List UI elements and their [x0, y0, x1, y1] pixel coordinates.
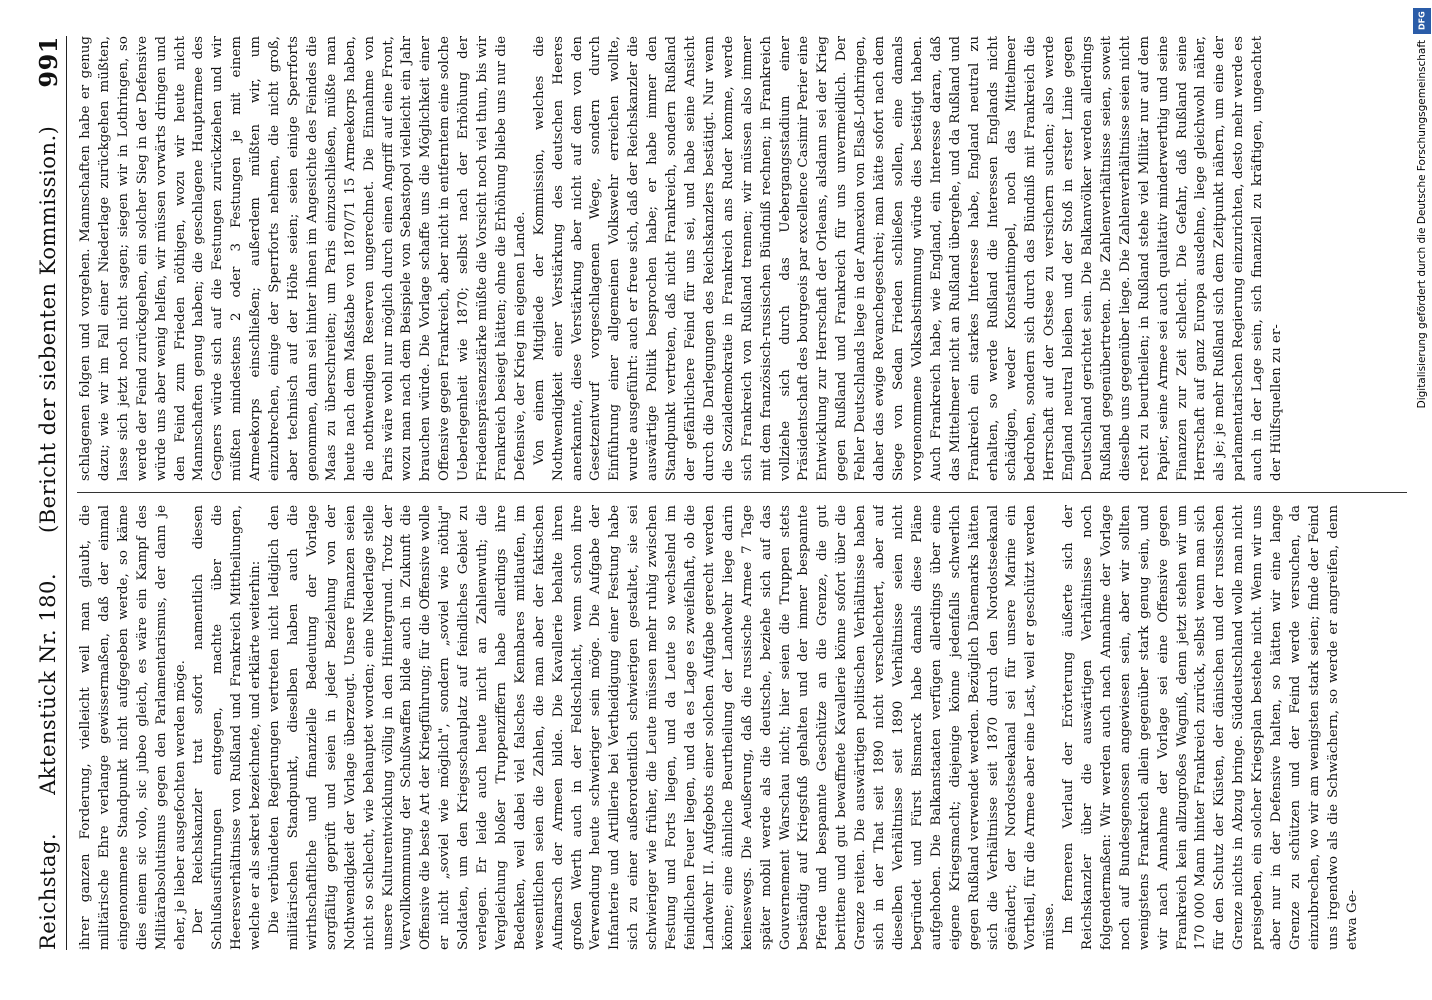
text-columns: [77, 36, 1407, 950]
page-header: [30, 36, 67, 950]
left-column: [77, 505, 1407, 950]
paragraph: Der Reichskanzler trat sofort namentlich diesen Schlußausführungen entgegen, machte über die Heeresverhältnisse von Rußland und Frankreich Mittheilungen, welche er als sekret bezeichnete, und erklärte weiterhin:: [191, 505, 264, 950]
report-title: (Bericht der siebenten Kommission.): [36, 125, 60, 533]
header-center: [36, 126, 60, 795]
header-left: Reichstag.: [36, 832, 60, 950]
paragraph: Im ferneren Verlauf der Erörterung äußerte sich der Reichskanzler über die auswärtigen Verhältnisse noch folgendermaßen: Wir werden auch nach Annahme der Vorlage noch auf Bundesgenossen angewiesen sein, aber wir sollten wenigstens Frankreich allein gegenüber stark genug sein, und wir nach Annahme der Vorlage sei eine Offensive gegen Frankreich kein allzugroßes Wagniß, denn jetzt stehen wir um 170 000 Mann hinter Frankreich zurück, selbst wenn man sich für den Schutz der Küsten, der dänischen und der russischen Grenze nichts in Abzug bringe. Süddeutschland wolle man nicht preisgeben, ein solcher Kriegsplan bestehe nicht. Wenn wir uns aber nur in der Defensive halten, so hätten wir eine lange Grenze zu schützen und der Feind werde versuchen, da einzubrechen, wo wir am wenigsten stark seien; finde der Feind uns irgendwo als die Schwächern, so werde er angreifen, denn etwa Ge-: [1061, 505, 1360, 950]
digitization-stamp: [1412, 0, 1432, 1000]
column-divider: [77, 492, 1407, 493]
paragraph: Von einem Mitgliede der Kommission, welches die Nothwendigkeit einer Verstärkung des deutschen Heeres anerkannte, diese Verstärkung aber nicht auf dem von den Gesetzentwurf vorgeschlagenen Wege, sondern durch Einführung einer allgemeinen Volkswehr erreichen wollte, wurde ausgeführt: auch er freue sich, daß der Reichskanzler die auswärtige Politik besprochen habe; er habe immer den Standpunkt vertreten, daß nicht Frankreich, sondern Rußland der gefährlichere Feind für uns sei, und habe seine Ansicht durch die Darlegungen des Reichskanzlers bestätigt. Nur wenn die Sozialdemokratie in Frankreich ans Ruder komme, werde sich Frankreich von Rußland trennen; wir müssen also immer mit dem französisch-russischen Bündniß rechnen; in Frankreich vollziehe sich durch das Uebergangsstadium einer Präsidentschaft des bourgeois par excellence Casimir Perier eine Entwicklung zur Herrschaft der Orleans, alsdann sei der Krieg gegen Rußland und Frankreich für uns unvermeidlich. Der Fehler Deutschlands liege in der Annexion von Elsaß-Lothringen, daher das ewige Revanchegeschrei; man hätte sofort nach dem Siege von Sedan Frieden schließen sollen, eine damals vorgenommene Volksabstimmung würde dies bestätigt haben. Auch Frankreich habe, wie England, ein Interesse daran, daß das Mittelmeer nicht an Rußland übergehe, und da Rußland und Frankreich ein starkes Interesse habe, England neutral zu erhalten, so werde Rußland die Interessen Englands nicht schädigen, weder Konstantinopel, noch das Mittelmeer bedrohen, sondern sich durch das Bündniß mit Frankreich die Herrschaft auf der Ostsee zu versichern suchen; also werde England neutral bleiben und der Stoß in erster Linie gegen Deutschland gerichtet sein. Die Balkanvölker werden allerdings Rußland gegenübertreten. Die Zahlenverhältnisse seien, soweit dieselbe uns gegenüber liege. Die Zahlenverhältnisse seien nicht recht zu beurtheilen; in Rußland stehe viel Militär nur auf dem Papier, seine Armee sei auch qualitativ minderwerthig und seine Finanzen zur Zeit schlecht. Die Gefahr, daß Rußland seine Herrschaft auf ganz Europa ausdehne, liege gleichwohl näher, als je; je mehr Rußland sich dem Zeitpunkt nähern, um eine der parlamentarischen Regierung einzurichten, desto mehr werde es auch in der Lage sein, sich finanziell zu kräftigen, ungeachtet der Hülfsquellen zu er-: [531, 36, 1285, 481]
paragraph: ihrer ganzen Forderung, vielleicht weil man glaubt, die militärische Ehre verlange gewissermaßen, daß der einmal eingenommene Standpunkt nicht aufgegeben werde, so käme dies einem sic volo, sic jubeo gleich, es wäre ein Kampf des Militärabsolutismus gegen den Parlamentarismus, der dann je eher, je lieber ausgefochten werden möge.: [78, 505, 188, 950]
paragraph: Die verbündeten Regierungen vertreten nicht lediglich den militärischen Standpunkt, dieselben haben auch die wirthschaftliche und finanzielle Bedeutung der Vorlage sorgfältig geprüft und seien in jeder Beziehung von der Nothwendigkeit der Vorlage überzeugt. Unsere Finanzen seien nicht so schlecht, wie behauptet worden; eine Niederlage stelle unsere Kulturentwicklung völlig in den Hintergrund. Trotz der Vervollkommnung der Schußwaffen bilde auch in Zukunft die Offensive die beste Art der Kriegführung; für die Offensive wolle er nicht „soviel wie möglich", sondern „soviel wie nöthig" Soldaten, um den Kriegsschauplatz auf feindliches Gebiet zu verlegen. Er leide auch heute nicht an Zahlenwuth; die Vergleichung bloßer Truppenziffern habe allerdings ihre Bedenken, weil dabei viel falsches Kennbares mitlaufen, im wesentlichen seien die Zahlen, die man aber der faktischen Aufmarsch der Armeen bilde. Die Kavallerie behalte ihren großen Werth auch in der Feldschlacht, wenn schon ihre Verwendung heute schwieriger sein möge. Die Aufgabe der Infanterie und Artillerie bei Vertheidigung einer Festung habe sich zu einer außerordentlich schwierigen gestaltet, sie sei schwieriger wie früher, die Leute müssen mehr ruhig zwischen Festung und Forts liegen, und da Leute so wechselnd im feindlichen Feuer liegen, und da es Lage es zweifelhaft, ob die Landwehr II. Aufgebots einer solchen Aufgabe gerecht werden könne; eine ähnliche Beurtheilung der Landwehr liege darin keineswegs. Die Aeußerung, daß die russische Armee 7 Tage später mobil werde als die deutsche, beziehe sich auf das Gouvernement Warschau nicht; hier seien die Truppen stets beständig auf Kriegsfuß gehalten und der immer bespannte Pferde und bespannte Geschütze an die Grenze, die gut berittene und gut bewaffnete Kavallerie könne sofort über die Grenze reiten. Die auswärtigen politischen Verhältnisse haben sich in der That seit 1890 nicht verschlechtert, aber auf dieselben Verhältnisse seit 1890 Verhältnisse seien nicht begründet und Fürst Bismarck habe damals diese Pläne aufgehoben. Die Balkanstaaten verfügen allerdings über eine eigene Kriegsmacht; diejenige könne jedenfalls schwerlich gegen Rußland verwendet werden. Bezüglich Dänemarks hätten sich die Verhältnisse seit 1870 durch den Nordostseekanal geändert; der Nordostseekanal sei für unsere Marine ein Vortheil, für die Armee aber eine Last, weil er geschützt werden müsse.: [267, 505, 1058, 950]
paragraph: schlagenen folgen und vorgehen. Mannschaften habe er genug dazu; wie wir im Fall einer Niederlage zurückgehen müßten, lasse sich jetzt noch nicht sagen; siegen wir in Lothringen, so werde der Feind zurückgehen, ein solcher Sieg in der Defensive würde uns aber wenig helfen, wir müssen vorwärts dringen und den Feind zum Frieden nöthigen, wozu wir heute nicht Mannschaften genug haben; die geschlagene Hauptarmee des Gegners würde sich auf die Festungen zurückziehen und wir müßten mindestens 2 oder 3 Festungen je mit einem Armeekorps einschließen; außerdem müßten wir, um einzubrechen, einige der Sperrforts nehmen, die nicht groß, aber technisch auf der Höhe seien; seien einige Sperrforts genommen, dann sei hinter ihnen im Angesichte des Feindes die Maas zu überschreiten; um Paris einzuschließen, müßte man heute nach dem Maßstabe von 1870/71 15 Armeekorps haben, die nothwendigen Reserven ungerechnet. Die Einnahme von Paris wäre wohl nur möglich durch einen Angriff auf eine Front, wozu man nach dem Beispiele von Sebastopol vielleicht ein Jahr brauchen würde. Die Vorlage schaffe uns die Möglichkeit einer Offensive gegen Frankreich, aber nicht in entferntem eine solche Ueberlegenheit wie 1870; selbst nach der Erhöhung der Friedenspräsenzstärke müßte die Vorsicht noch viel thun, bis wir Frankreich besiegt hätten; ohne die Erhöhung bliebe uns nur die Defensive, der Krieg im eigenen Lande.: [78, 36, 528, 481]
dfg-logo: DFG: [1413, 8, 1431, 34]
document-number: Aktenstück Nr. 180.: [36, 572, 60, 795]
page-number: 991: [33, 36, 63, 88]
digitization-note: Digitalisierung gefördert durch die Deutsche Forschungsgemeinschaft: [1416, 40, 1428, 409]
right-column: [77, 36, 1407, 481]
